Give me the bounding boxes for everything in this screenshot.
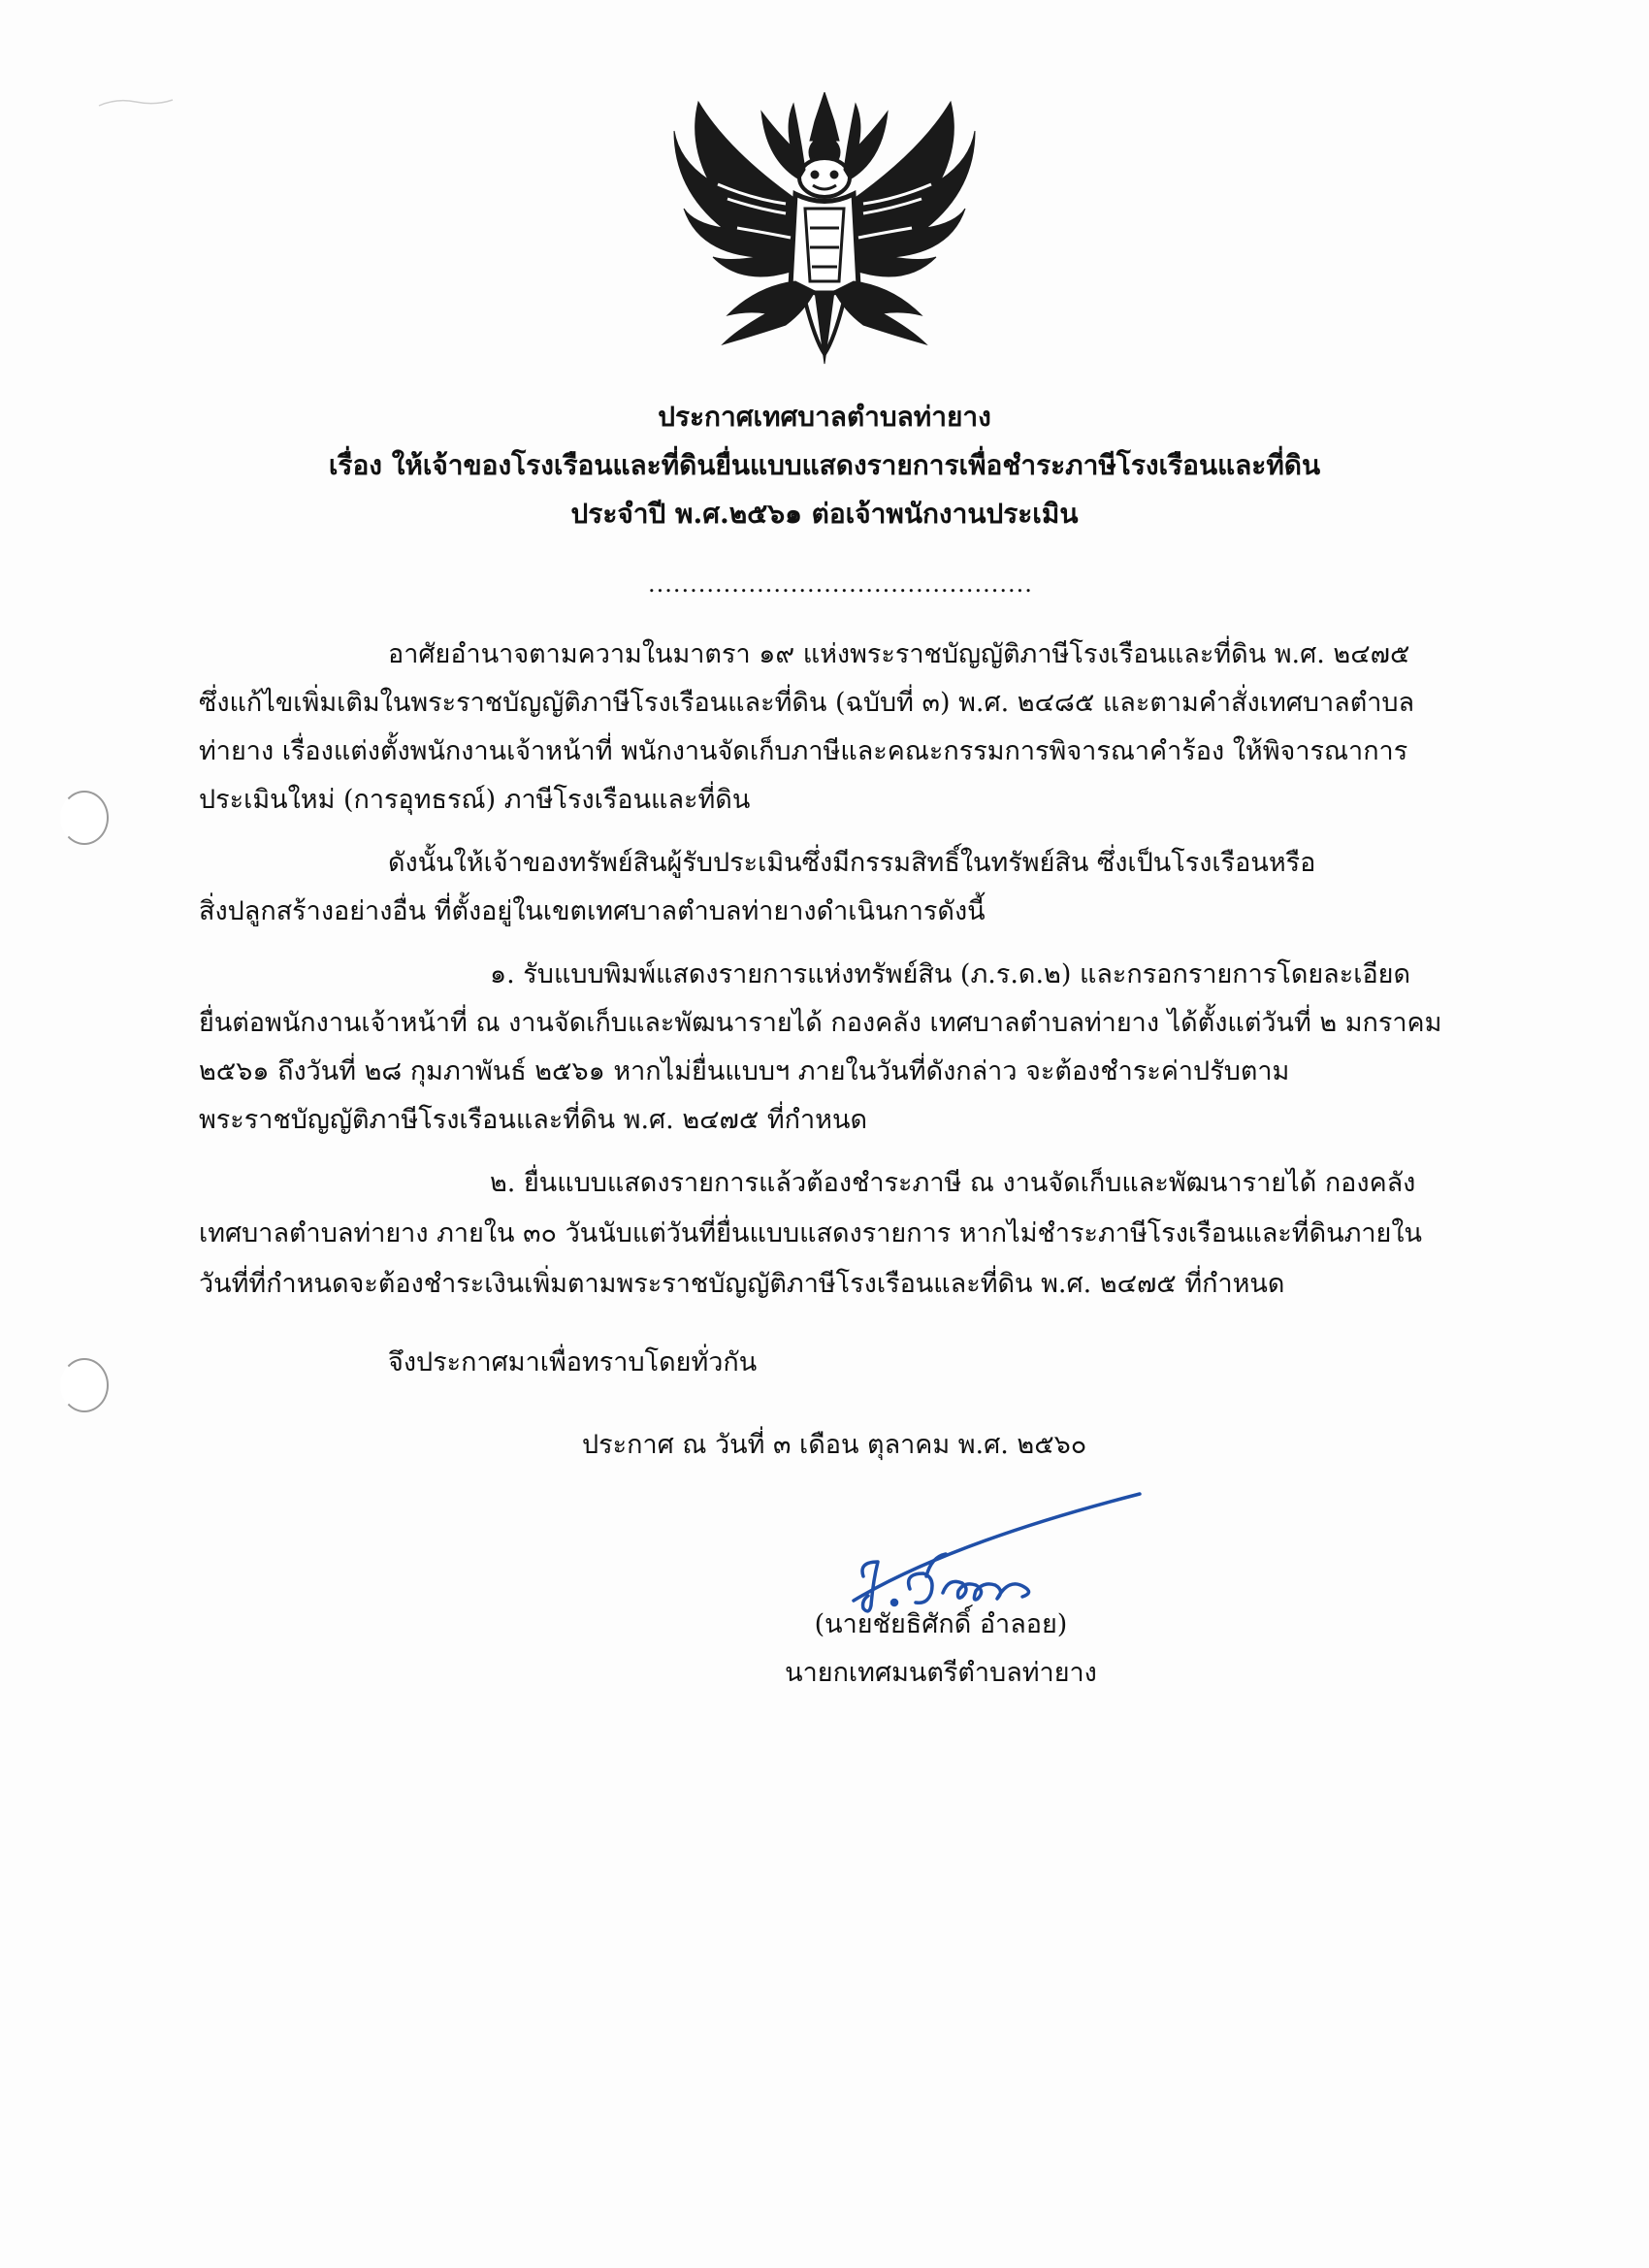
- para2-line-2: สิ่งปลูกสร้างอย่างอื่น ที่ตั้งอยู่ในเขตเทศบาลตำบลท่ายางดำเนินการดังนี้: [199, 896, 986, 926]
- item2-line-2: เทศบาลตำบลท่ายาง ภายใน ๓๐ วันนับแต่วันที่ยื่นแบบแสดงรายการ หากไม่ชำระภาษีโรงเรือนและที่ดินภายใน: [199, 1218, 1422, 1248]
- para1-line-4: ประเมินใหม่ (การอุทธรณ์) ภาษีโรงเรือนและที่ดิน: [199, 785, 751, 815]
- item2-line-3: วันที่ที่กำหนดจะต้องชำระเงินเพิ่มตามพระราชบัญญัติภาษีโรงเรือนและที่ดิน พ.ศ. ๒๔๗๕ ที่กำหนด: [199, 1269, 1285, 1299]
- para1-line-2: ซึ่งแก้ไขเพิ่มเติมในพระราชบัญญัติภาษีโรงเรือนและที่ดิน (ฉบับที่ ๓) พ.ศ. ๒๔๘๕ และตามคำสั่งเทศบาลตำบล: [199, 688, 1415, 718]
- paper-smudge: [97, 92, 175, 112]
- announcement-date: ประกาศ ณ วันที่ ๓ เดือน ตุลาคม พ.ศ. ๒๕๖๐: [582, 1430, 1087, 1460]
- signatory-name: (นายชัยธิศักดิ์ อำลอย): [814, 1609, 1068, 1639]
- para2-line-1: ดังนั้นให้เจ้าของทรัพย์สินผู้รับประเมินซึ่งมีกรรมสิทธิ์ในทรัพย์สิน ซึ่งเป็นโรงเรือนหรือ: [388, 848, 1316, 878]
- closing-line: จึงประกาศมาเพื่อทราบโดยทั่วกัน: [388, 1347, 758, 1377]
- subject-line-1: เรื่อง ให้เจ้าของโรงเรือนและที่ดินยื่นแบบแสดงรายการเพื่อชำระภาษีโรงเรือนและที่ดิน: [328, 449, 1321, 481]
- subject-line-2: ประจำปี พ.ศ.๒๕๖๑ ต่อเจ้าพนักงานประเมิน: [570, 498, 1079, 530]
- item2-line-1: ๒. ยื่นแบบแสดงรายการแล้วต้องชำระภาษี ณ งานจัดเก็บและพัฒนารายได้ กองคลัง: [490, 1168, 1416, 1198]
- para1-line-3: ท่ายาง เรื่องแต่งตั้งพนักงานเจ้าหน้าที่ พนักงานจัดเก็บภาษีและคณะกรรมการพิจารณาคำร้อง ให้พิจารณาการ: [199, 736, 1408, 766]
- punch-hole-bottom: [60, 1358, 109, 1412]
- item1-line-1: ๑. รับแบบพิมพ์แสดงรายการแห่งทรัพย์สิน (ภ.ร.ด.๒) และกรอกรายการโดยละเอียด: [490, 959, 1411, 989]
- announcement-header: [194, 393, 1455, 538]
- signatory-position: นายกเทศมนตรีตำบลท่ายาง: [785, 1658, 1097, 1688]
- item1-line-3: ๒๕๖๑ ถึงวันที่ ๒๘ กุมภาพันธ์ ๒๕๖๑ หากไม่ยื่นแบบฯ ภายในวันที่ดังกล่าว จะต้องชำระค่าปรับตาม: [199, 1056, 1290, 1086]
- item1-line-2: ยื่นต่อพนักงานเจ้าหน้าที่ ณ งานจัดเก็บและพัฒนารายได้ กองคลัง เทศบาลตำบลท่ายาง ได้ตั้งแต่วันที่ ๒ มกราคม: [199, 1008, 1442, 1038]
- para1-line-1: อาศัยอำนาจตามความในมาตรา ๑๙ แห่งพระราชบัญญัติภาษีโรงเรือนและที่ดิน พ.ศ. ๒๔๗๕: [388, 639, 1410, 669]
- header-separator: ..............................................: [648, 570, 1033, 598]
- garuda-emblem-icon: [669, 92, 980, 369]
- punch-hole-top: [60, 791, 109, 845]
- announcement-title: ประกาศเทศบาลตำบลท่ายาง: [658, 401, 991, 433]
- item1-line-4: พระราชบัญญัติภาษีโรงเรือนและที่ดิน พ.ศ. ๒๔๗๕ ที่กำหนด: [199, 1105, 867, 1135]
